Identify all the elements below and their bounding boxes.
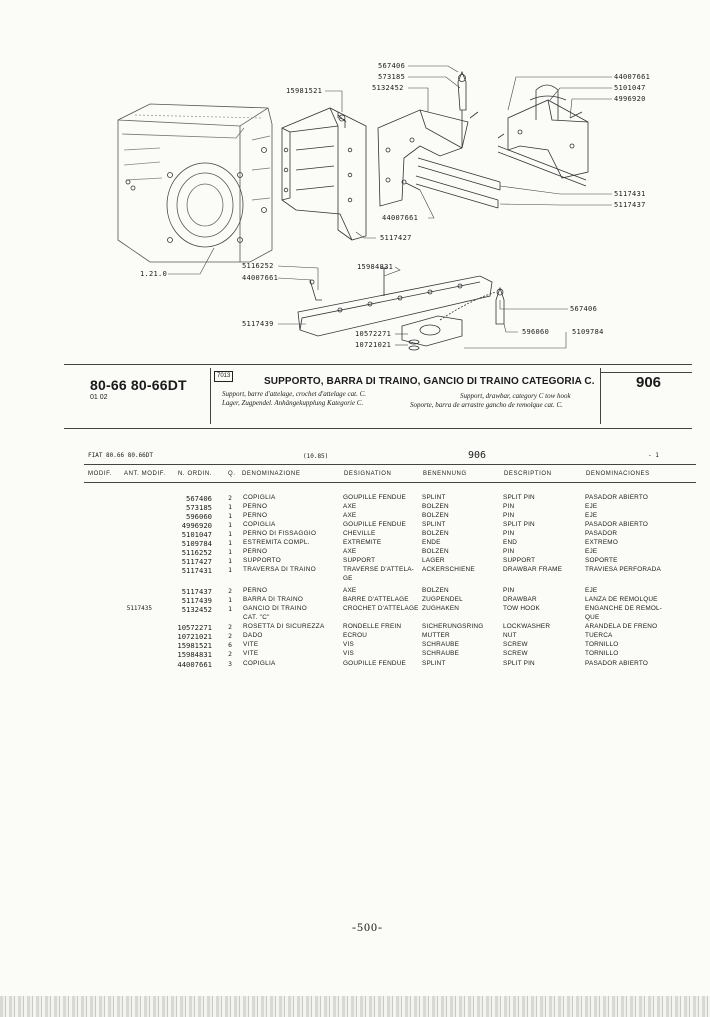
cell-italian: VITE — [243, 641, 259, 648]
cell-german: BOLZEN — [422, 530, 449, 537]
cell-part-number: 573185 — [186, 503, 212, 512]
cell-italian: COPIGLIA — [243, 660, 276, 667]
column-header: DESIGNATION — [344, 471, 392, 477]
cell-french: GE — [343, 575, 353, 582]
cell-french: ECROU — [343, 632, 368, 639]
cell-italian: GANCIO DI TRAINO — [243, 605, 307, 612]
cell-italian: PERNO — [243, 512, 268, 519]
cell-french: SUPPORT — [343, 557, 376, 564]
cell-part-number: 10721021 — [177, 632, 212, 641]
cell-spanish: TRAVIESA PERFORADA — [585, 566, 661, 573]
cell-spanish: PASADOR ABIERTO — [585, 521, 649, 528]
support-drawing — [282, 108, 366, 240]
cell-italian: SUPPORTO — [243, 557, 282, 564]
callout-label: 15984831 — [357, 263, 394, 271]
columns-top-rule — [84, 464, 696, 465]
cell-part-number: 15984831 — [177, 650, 212, 659]
bolts-and-pins-drawing — [310, 115, 420, 300]
cell-spanish: PASADOR — [585, 530, 618, 537]
cell-italian: PERNO DI FISSAGGIO — [243, 530, 317, 537]
table-date: (10.85) — [303, 453, 329, 460]
cell-part-number: 5117431 — [181, 566, 212, 575]
cell-german: SPLINT — [422, 494, 446, 501]
callout-label: 10721021 — [355, 341, 392, 349]
cell-italian: ESTREMITA COMPL. — [243, 539, 310, 546]
cell-french: CROCHET D'ATTELAGE — [343, 605, 419, 612]
callout-label: 5109784 — [572, 328, 604, 336]
cell-german: ZUGPENDEL — [422, 596, 463, 603]
cell-spanish: TORNILLO — [585, 641, 619, 648]
column-header: DENOMINAZIONE — [242, 471, 301, 477]
cell-quantity: 1 — [228, 539, 232, 547]
cell-italian: PERNO — [243, 587, 268, 594]
cell-spanish: SOPORTE — [585, 557, 618, 564]
cell-quantity: 1 — [228, 605, 232, 613]
cell-french: GOUPILLE FENDUE — [343, 521, 407, 528]
cell-quantity: 2 — [228, 650, 232, 658]
hitch-bracket-drawing — [498, 85, 588, 186]
cell-spanish: PASADOR ABIERTO — [585, 660, 649, 667]
callout-label: 567406 — [378, 62, 406, 70]
cell-spanish: EXTREMO — [585, 539, 619, 546]
page-number: -500- — [352, 920, 383, 934]
gearbox-housing-drawing — [118, 104, 272, 262]
cell-spanish: PASADOR ABIERTO — [585, 494, 649, 501]
cell-french: VIS — [343, 650, 354, 657]
cell-german: SPLINT — [422, 660, 446, 667]
cell-spanish: EJE — [585, 587, 598, 594]
cell-part-number: 567406 — [186, 494, 212, 503]
scan-edge-strip — [0, 996, 710, 1017]
cell-quantity: 1 — [228, 548, 232, 556]
cell-part-number: 5109784 — [181, 539, 212, 548]
cell-german: MUTTER — [422, 632, 450, 639]
callout-label: 10572271 — [355, 330, 392, 338]
leader-lines — [168, 66, 612, 348]
table-page: 906 — [468, 450, 487, 461]
cell-english: SCREW — [503, 650, 528, 657]
column-header: DESCRIPTION — [504, 471, 552, 477]
cell-french: AXE — [343, 587, 357, 594]
header-bottom-rule — [64, 428, 692, 429]
cell-modif: 5117435 — [126, 605, 152, 612]
callout-label: 5117427 — [380, 234, 412, 242]
parts-drawing — [0, 0, 710, 360]
cell-english: PIN — [503, 512, 515, 519]
cell-italian: VITE — [243, 650, 259, 657]
title-en: Support, drawbar, category C tow hook — [460, 392, 571, 400]
header-divider-right — [600, 368, 601, 424]
cell-italian: CAT. "C" — [243, 614, 270, 621]
table-mark: - 1 — [648, 452, 659, 459]
cell-german: BOLZEN — [422, 503, 449, 510]
cell-quantity: 3 — [228, 660, 232, 668]
cell-german: SCHRAUBE — [422, 641, 460, 648]
cell-spanish: TORNILLO — [585, 650, 619, 657]
cell-french: AXE — [343, 512, 357, 519]
cell-italian: COPIGLIA — [243, 521, 276, 528]
callout-label: 5101047 — [614, 84, 646, 92]
cell-part-number: 4996920 — [181, 521, 212, 530]
cell-spanish: TUERCA — [585, 632, 613, 639]
cell-german: BOLZEN — [422, 512, 449, 519]
cell-part-number: 5101047 — [181, 530, 212, 539]
cell-english: END — [503, 539, 518, 546]
cell-french: RONDELLE FREIN — [343, 623, 402, 630]
callout-label: 596060 — [522, 328, 550, 336]
cell-french: CHEVILLE — [343, 530, 376, 537]
cell-quantity: 2 — [228, 623, 232, 631]
cell-german: SPLINT — [422, 521, 446, 528]
cell-french: TRAVERSE D'ATTELA- — [343, 566, 414, 573]
cell-quantity: 1 — [228, 512, 232, 520]
cell-part-number: 5117427 — [181, 557, 212, 566]
cell-part-number: 44007661 — [177, 660, 212, 669]
cell-german: BOLZEN — [422, 587, 449, 594]
cell-quantity: 6 — [228, 641, 232, 649]
cell-quantity: 1 — [228, 521, 232, 529]
cell-italian: BARRA DI TRAINO — [243, 596, 304, 603]
cell-spanish: ARANDELA DE FRENO — [585, 623, 658, 630]
cell-english: LOCKWASHER — [503, 623, 551, 630]
drawbar-drawing — [298, 276, 492, 336]
callout-label: 567406 — [570, 305, 598, 313]
cell-english: NUT — [503, 632, 517, 639]
cell-part-number: 596060 — [186, 512, 212, 521]
callout-label: 1.21.0 — [140, 270, 168, 278]
cell-spanish: EJE — [585, 512, 598, 519]
cell-english: SPLIT PIN — [503, 660, 535, 667]
cell-french: GOUPILLE FENDUE — [343, 660, 407, 667]
cell-italian: COPIGLIA — [243, 494, 276, 501]
cell-french: AXE — [343, 503, 357, 510]
cell-quantity: 1 — [228, 596, 232, 604]
title-fr: Support, barre d'attelage, crochet d'attelage cat. C. — [222, 390, 367, 398]
cell-english: PIN — [503, 548, 515, 555]
cell-part-number: 5117437 — [181, 587, 212, 596]
cell-english: SCREW — [503, 641, 528, 648]
drawbar-end-drawing — [402, 288, 504, 350]
group-page-number: 906 — [636, 374, 662, 391]
cell-english: TOW HOOK — [503, 605, 540, 612]
cell-german: LAGER — [422, 557, 445, 564]
cell-spanish: LANZA DE REMOLQUE — [585, 596, 658, 603]
callout-label: 5117437 — [614, 201, 646, 209]
cell-french: AXE — [343, 548, 357, 555]
callout-label: 5117431 — [614, 190, 646, 198]
cell-spanish: ENGANCHE DE REMOL- — [585, 605, 663, 612]
cell-quantity: 2 — [228, 632, 232, 640]
cell-german: ZUGHAKEN — [422, 605, 460, 612]
cell-german: ACKERSCHIENE — [422, 566, 475, 573]
cell-english: SPLIT PIN — [503, 521, 535, 528]
cell-quantity: 1 — [228, 503, 232, 511]
column-header: MODIF. — [88, 471, 112, 477]
cell-part-number: 10572271 — [177, 623, 212, 632]
model-subtitle: 01 02 — [90, 394, 108, 401]
callout-label: 5117439 — [242, 320, 274, 328]
callout-label: 5132452 — [372, 84, 404, 92]
cell-french: EXTREMITE — [343, 539, 382, 546]
column-headers — [0, 471, 710, 481]
cell-quantity: 1 — [228, 566, 232, 574]
cell-quantity: 2 — [228, 494, 232, 502]
cell-german: SICHERUNGSRING — [422, 623, 484, 630]
page-box-rule — [600, 372, 692, 373]
cell-italian: TRAVERSA DI TRAINO — [243, 566, 316, 573]
callout-label: 4996920 — [614, 95, 646, 103]
cell-english: PIN — [503, 530, 515, 537]
cell-english: DRAWBAR — [503, 596, 537, 603]
callout-label: 573185 — [378, 73, 406, 81]
cell-part-number: 15981521 — [177, 641, 212, 650]
callout-label: 5116252 — [242, 262, 274, 270]
cell-english: SPLIT PIN — [503, 494, 535, 501]
cell-italian: ROSETTA DI SICUREZZA — [243, 623, 325, 630]
cell-quantity: 2 — [228, 587, 232, 595]
table-model: FIAT 80.66 80.66DT — [88, 452, 154, 459]
cell-french: BARRE D'ATTELAGE — [343, 596, 409, 603]
cell-part-number: 5116252 — [181, 548, 212, 557]
callout-label: 44007661 — [614, 73, 651, 81]
callout-label: 15981521 — [286, 87, 323, 95]
columns-bottom-rule — [84, 482, 696, 483]
cell-german: ENDE — [422, 539, 441, 546]
header-divider-left — [210, 368, 211, 424]
column-header: Q. — [228, 471, 236, 477]
cell-part-number: 5117439 — [181, 596, 212, 605]
column-header: DENOMINACIONES — [586, 471, 650, 477]
cell-french: GOUPILLE FENDUE — [343, 494, 407, 501]
cell-english: PIN — [503, 503, 515, 510]
drawbar-frame-drawing — [416, 158, 500, 208]
header-top-rule — [64, 364, 692, 365]
cell-italian: PERNO — [243, 548, 268, 555]
cell-english: DRAWBAR FRAME — [503, 566, 563, 573]
exploded-parts-diagram — [0, 0, 710, 360]
cell-spanish: QUE — [585, 614, 600, 621]
column-header: N. ORDIN. — [178, 471, 213, 477]
page-title: SUPPORTO, BARRA DI TRAINO, GANCIO DI TRAINO CATEGORIA C. — [264, 376, 595, 387]
column-header: BENENNUNG — [423, 471, 467, 477]
model-title: 80-66 80-66DT — [90, 377, 187, 393]
cell-english: SUPPORT — [503, 557, 536, 564]
cell-german: BOLZEN — [422, 548, 449, 555]
column-header: ANT. MODIF. — [124, 471, 166, 477]
parts-table — [0, 494, 710, 684]
group-ref-box: 7013 — [214, 371, 233, 382]
cell-quantity: 1 — [228, 530, 232, 538]
callout-label: 44007661 — [382, 214, 419, 222]
cell-english: PIN — [503, 587, 515, 594]
cell-spanish: EJE — [585, 548, 598, 555]
title-es: Soporte, barra de arrastre gancho de remolque cat. C. — [410, 401, 563, 409]
cell-italian: DADO — [243, 632, 263, 639]
callout-label: 44007661 — [242, 274, 279, 282]
title-de: Lager, Zugpendel. Anhängekupplung Kategorie C. — [222, 399, 364, 407]
cell-spanish: EJE — [585, 503, 598, 510]
cell-part-number: 5132452 — [181, 605, 212, 614]
cell-german: SCHRAUBE — [422, 650, 460, 657]
cell-french: VIS — [343, 641, 354, 648]
cell-italian: PERNO — [243, 503, 268, 510]
cell-quantity: 1 — [228, 557, 232, 565]
